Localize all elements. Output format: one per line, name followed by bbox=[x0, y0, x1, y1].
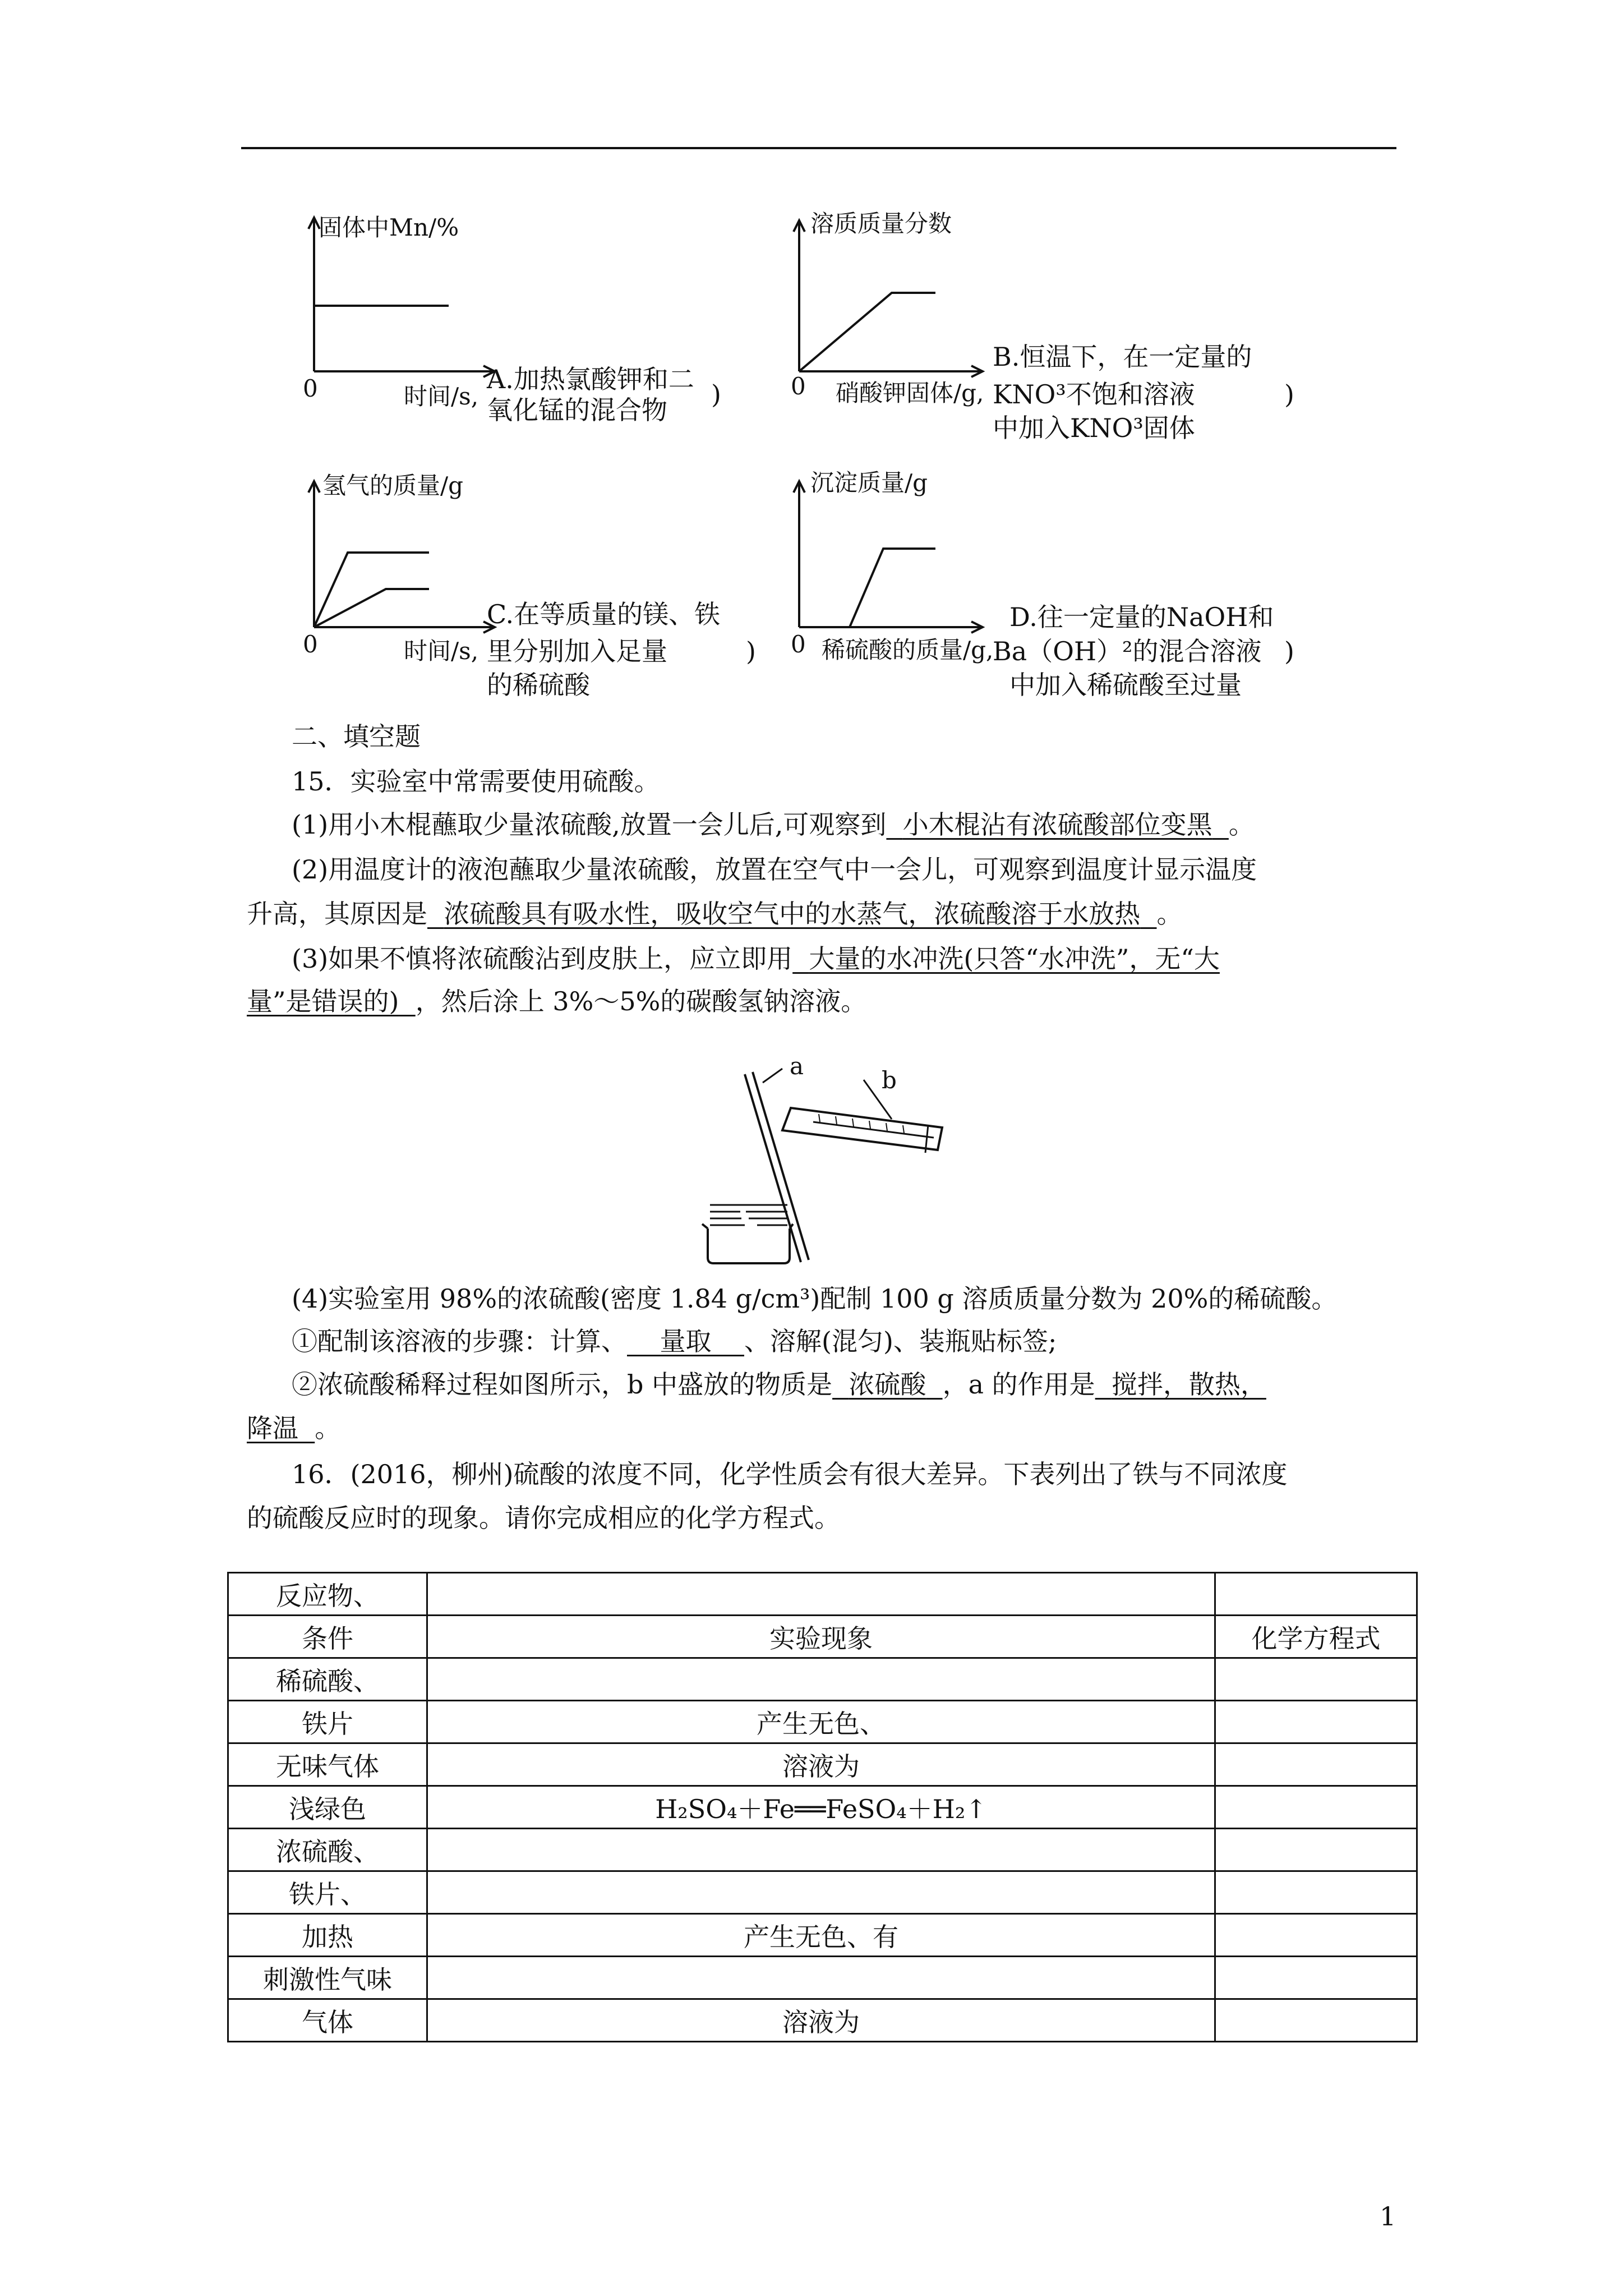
chart-d-xlabel: 稀硫酸的质量/g, bbox=[822, 636, 994, 664]
table-row bbox=[228, 1701, 1417, 1743]
chart-c-caption-1: C.在等质量的镁、铁 bbox=[487, 599, 721, 629]
q15-part2-line1: (2)用温度计的液泡蘸取少量浓硫酸，放置在空气中一会儿，可观察到温度计显示温度 bbox=[292, 854, 1257, 885]
q15-part4-2-answer-1: 浓硫酸 bbox=[849, 1369, 926, 1400]
chart-d-caption-3: 中加入稀硫酸至过量 bbox=[1009, 670, 1242, 700]
table-cell bbox=[1215, 1658, 1417, 1701]
chart-a-paren: ) bbox=[711, 379, 721, 409]
section-title: 二、填空题 bbox=[292, 721, 421, 752]
chart-b-caption-2: KNO³不饱和溶液 bbox=[993, 379, 1195, 409]
figure-label-a: a bbox=[790, 1052, 804, 1080]
chart-b-caption-1: B.恒温下，在一定量的 bbox=[993, 342, 1252, 372]
chart-b-paren: ) bbox=[1284, 379, 1294, 409]
q15-part4-1 bbox=[292, 1328, 1057, 1354]
table-row bbox=[228, 1871, 1417, 1914]
chart-a-origin: 0 bbox=[303, 375, 318, 402]
q15-part3-text: (3)如果不慎将浓硫酸沾到皮肤上，应立即用 bbox=[292, 944, 793, 974]
glass-rod-a-pointer bbox=[763, 1069, 782, 1083]
table-cell bbox=[1215, 1999, 1417, 2042]
glass-rod-a-right bbox=[753, 1072, 809, 1260]
table-cell: 铁片 bbox=[228, 1701, 427, 1743]
q15-part3-answer-2: 量”是错误的) bbox=[247, 986, 399, 1016]
table-row bbox=[228, 1957, 1417, 1999]
q15-part4-2-mid: ，a 的作用是 bbox=[942, 1369, 1095, 1400]
table-cell bbox=[427, 1829, 1215, 1871]
table-cell bbox=[1215, 1829, 1417, 1871]
chart-c-caption-2: 里分别加入足量 bbox=[487, 636, 667, 666]
table-cell: 溶液为 bbox=[427, 1999, 1215, 2042]
table-cell bbox=[1215, 1743, 1417, 1786]
table-cell bbox=[1215, 1701, 1417, 1743]
q15-part1-end: 。 bbox=[1228, 809, 1255, 840]
chart-c-caption-3: 的稀硫酸 bbox=[487, 670, 590, 700]
q15-part4-1-end: 、溶解(混匀)、装瓶贴标签; bbox=[744, 1326, 1057, 1356]
table-cell bbox=[427, 1957, 1215, 1999]
chart-a-caption-2: 氧化锰的混合物 bbox=[487, 395, 667, 425]
table-cell bbox=[427, 1573, 1215, 1616]
q15-part1-answer: 小木棍沾有浓硫酸部位变黑 bbox=[902, 809, 1212, 840]
table-cell: 稀硫酸、 bbox=[228, 1658, 427, 1701]
q15-part4-1-answer: 量取 bbox=[660, 1326, 712, 1356]
table-cell: 浓硫酸、 bbox=[228, 1829, 427, 1871]
q15-part4-2-line2 bbox=[247, 1415, 340, 1441]
q15-part4-2-text: ②浓硫酸稀释过程如图所示，b 中盛放的物质是 bbox=[292, 1369, 833, 1400]
figure-label-b: b bbox=[882, 1066, 897, 1094]
q15-part3-answer-1: 大量的水冲洗(只答“水冲洗”，无“大 bbox=[809, 944, 1220, 974]
chart-a-ylabel: 固体中Mn/% bbox=[319, 214, 459, 241]
q15-stem: 15．实验室中常需要使用硫酸。 bbox=[292, 766, 660, 797]
table-cell: 化学方程式 bbox=[1215, 1616, 1417, 1658]
reaction-table bbox=[227, 1572, 1418, 2042]
table-cell bbox=[1215, 1914, 1417, 1957]
q15-part2-text: 升高，其原因是 bbox=[247, 899, 427, 929]
table-cell: 条件 bbox=[228, 1616, 427, 1658]
chart-b-origin: 0 bbox=[791, 372, 806, 400]
glass-rod-a-left bbox=[745, 1074, 801, 1262]
table-row bbox=[228, 1786, 1417, 1829]
table-cell: 浅绿色 bbox=[228, 1786, 427, 1829]
q15-part4: (4)实验室用 98%的浓硫酸(密度 1.84 g/cm³)配制 100 g 溶质质量分数为 20%的稀硫酸。 bbox=[292, 1283, 1338, 1314]
table-cell: 反应物、 bbox=[228, 1573, 427, 1616]
table-row bbox=[228, 1658, 1417, 1701]
chart-a-caption-1: A.加热氯酸钾和二 bbox=[487, 364, 694, 394]
table-cell: H₂SO₄＋Fe══FeSO₄＋H₂↑ bbox=[427, 1786, 1215, 1829]
beaker-lip bbox=[702, 1224, 708, 1228]
chart-b-xlabel: 硝酸钾固体/g, bbox=[836, 379, 984, 407]
chart-b-caption-3: 中加入KNO³固体 bbox=[993, 413, 1195, 443]
table-cell bbox=[427, 1871, 1215, 1914]
table-cell: 产生无色、有 bbox=[427, 1914, 1215, 1957]
table-cell: 气体 bbox=[228, 1999, 427, 2042]
table-cell bbox=[1215, 1573, 1417, 1616]
table-cell bbox=[1215, 1786, 1417, 1829]
table-cell: 加热 bbox=[228, 1914, 427, 1957]
q15-part4-2-line1 bbox=[292, 1369, 1266, 1400]
table-row bbox=[228, 1573, 1417, 1616]
table-row bbox=[228, 1616, 1417, 1658]
table-cell bbox=[1215, 1871, 1417, 1914]
chart-d-caption-1: D.往一定量的NaOH和 bbox=[1009, 602, 1274, 632]
table-row bbox=[228, 1999, 1417, 2042]
chart-c-ylabel: 氢气的质量/g bbox=[322, 472, 464, 499]
table-row bbox=[228, 1743, 1417, 1786]
table-row bbox=[228, 1914, 1417, 1957]
q15-part1-text: (1)用小木棍蘸取少量浓硫酸,放置一会儿后,可观察到 bbox=[292, 809, 887, 840]
chart-c-paren: ) bbox=[746, 636, 756, 666]
q15-part4-2-answer-2: 搅拌，散热， bbox=[1111, 1369, 1266, 1400]
chart-d-paren: ) bbox=[1284, 636, 1294, 666]
q15-part4-2-end: 。 bbox=[315, 1413, 341, 1443]
chart-c-origin: 0 bbox=[303, 631, 318, 658]
page-number: 1 bbox=[1380, 2201, 1396, 2231]
table-cell: 无味气体 bbox=[228, 1743, 427, 1786]
table-cell: 溶液为 bbox=[427, 1743, 1215, 1786]
table-cell: 刺激性气味 bbox=[228, 1957, 427, 1999]
q16-line2: 的硫酸反应时的现象。请你完成相应的化学方程式。 bbox=[247, 1503, 840, 1533]
chart-a-xlabel: 时间/s, bbox=[404, 383, 479, 410]
q15-part4-1-text: ①配制该溶液的步骤：计算、 bbox=[292, 1326, 627, 1356]
chart-b-ylabel: 溶质质量分数 bbox=[810, 210, 952, 237]
table-cell bbox=[427, 1658, 1215, 1701]
q15-part2-end: 。 bbox=[1156, 899, 1183, 929]
chart-d-ylabel: 沉淀质量/g bbox=[810, 469, 928, 496]
table-row bbox=[228, 1829, 1417, 1871]
q15-part4-2-answer-3: 降温 bbox=[247, 1413, 298, 1443]
beaker-body bbox=[708, 1228, 790, 1263]
reaction-table-body bbox=[228, 1573, 1417, 2042]
table-cell: 实验现象 bbox=[427, 1616, 1215, 1658]
q15-part3-end: ，然后涂上 3%～5%的碳酸氢钠溶液。 bbox=[415, 986, 867, 1016]
chart-c-xlabel: 时间/s, bbox=[404, 637, 479, 665]
table-cell: 产生无色、 bbox=[427, 1701, 1215, 1743]
q16-line1: 16．(2016，柳州)硫酸的浓度不同，化学性质会有很大差异。下表列出了铁与不同浓度 bbox=[292, 1459, 1288, 1489]
chart-d-origin: 0 bbox=[791, 631, 806, 658]
chart-d-caption-2: Ba（OH）²的混合溶液 bbox=[993, 636, 1262, 666]
q15-part2-answer: 浓硫酸具有吸水性，吸收空气中的水蒸气，浓硫酸溶于水放热 bbox=[444, 899, 1141, 929]
table-cell bbox=[1215, 1957, 1417, 1999]
table-cell: 铁片、 bbox=[228, 1871, 427, 1914]
